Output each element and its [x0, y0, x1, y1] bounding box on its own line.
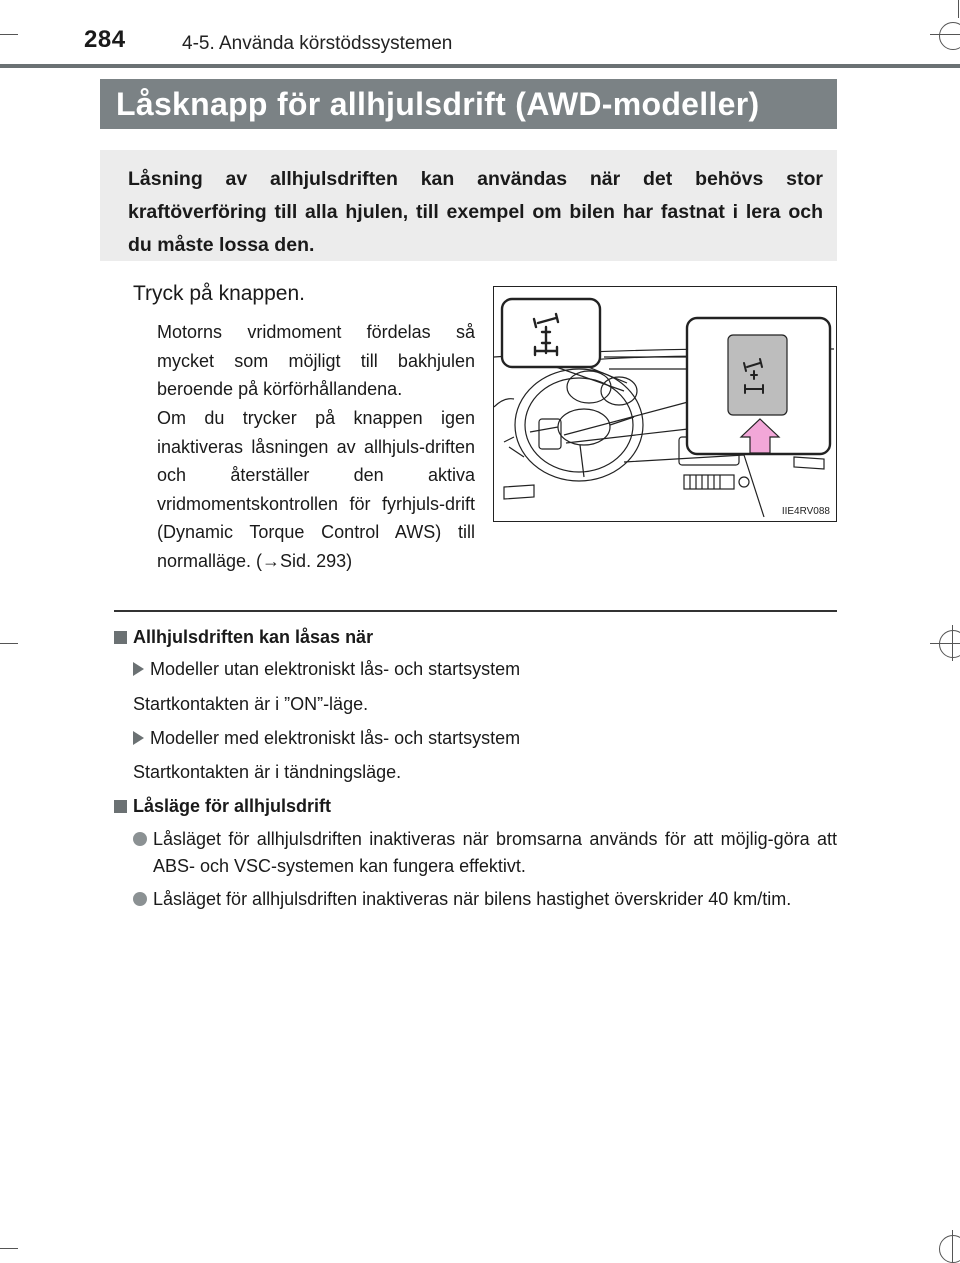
- model-label: Modeller utan elektroniskt lås- och startsystem: [150, 659, 521, 679]
- registration-mark: [939, 1235, 960, 1263]
- intro-text: Låsning av allhjulsdriften kan användas när det behövs stor kraftöverföring till alla hjulen, till exempel om bilen har fastnat i lera och du måste lossa den.: [128, 168, 823, 256]
- section-title: 4-5. Använda körstödssystemen: [182, 33, 453, 54]
- step-paragraph-2-text: Om du trycker på knappen igen inaktiveras låsningen av allhjuls-driften och återställer den aktiva vridmomentskontrollen för fyrhjuls-drift (Dynamic Torque Control AWS) till normalläge. (→Sid. 293): [157, 408, 475, 571]
- dot-bullet-icon: [133, 832, 147, 846]
- page-number: 284: [84, 26, 126, 53]
- triangle-bullet-icon: [133, 662, 144, 676]
- crop-mark: [0, 643, 18, 644]
- triangle-bullet-icon: [133, 731, 144, 745]
- bullet-text: Låsläget för allhjulsdriften inaktiveras när bromsarna används för att möjlig-göra att ABS- och VSC-systemen kan fungera effektivt.: [153, 829, 837, 876]
- step-title: Tryck på knappen.: [133, 282, 305, 305]
- bullet-item: [133, 826, 837, 880]
- header-rule: [0, 64, 960, 68]
- subheading-awd-lock-mode: [114, 796, 331, 817]
- dashboard-illustration: [493, 286, 837, 522]
- subheading-text: Låsläge för allhjulsdrift: [133, 796, 332, 816]
- condition-text: Startkontakten är i tändningsläge.: [133, 762, 402, 782]
- crop-mark: [952, 1230, 953, 1263]
- crop-mark: [930, 643, 960, 644]
- model-label: Modeller med elektroniskt lås- och startsystem: [150, 728, 521, 748]
- crop-mark: [0, 1248, 18, 1249]
- crop-mark: [930, 34, 960, 35]
- registration-mark: [939, 630, 960, 658]
- bullet-item: [133, 886, 837, 913]
- subheading-awd-lock-conditions: [114, 627, 373, 648]
- model-item: [133, 659, 520, 680]
- square-bullet-icon: [114, 631, 127, 644]
- bullet-text: Låsläget för allhjulsdriften inaktiveras när bilens hastighet överskrider 40 km/tim.: [153, 889, 792, 909]
- crop-mark: [958, 0, 959, 18]
- step-paragraph-1-text: Motorns vridmoment fördelas så mycket som möjligt till bakhjulen beroende på körförhållandena.: [157, 322, 475, 399]
- subheading-text: Allhjulsdriften kan låsas när: [133, 627, 374, 647]
- step-paragraph-2: [157, 404, 475, 575]
- dashboard-drawing: [494, 287, 837, 522]
- condition-text: Startkontakten är i ”ON”-läge.: [133, 694, 369, 714]
- crop-mark: [0, 34, 18, 35]
- section-divider: [114, 610, 837, 612]
- illustration-code: IIE4RV088: [781, 506, 830, 517]
- dot-bullet-icon: [133, 892, 147, 906]
- square-bullet-icon: [114, 800, 127, 813]
- model-item: [133, 728, 520, 749]
- intro-box: [100, 150, 837, 261]
- page-title: Låsknapp för allhjulsdrift (AWD-modeller): [100, 79, 837, 129]
- step-paragraph-1: [157, 318, 475, 404]
- crop-mark: [952, 625, 953, 661]
- registration-mark: [939, 22, 960, 50]
